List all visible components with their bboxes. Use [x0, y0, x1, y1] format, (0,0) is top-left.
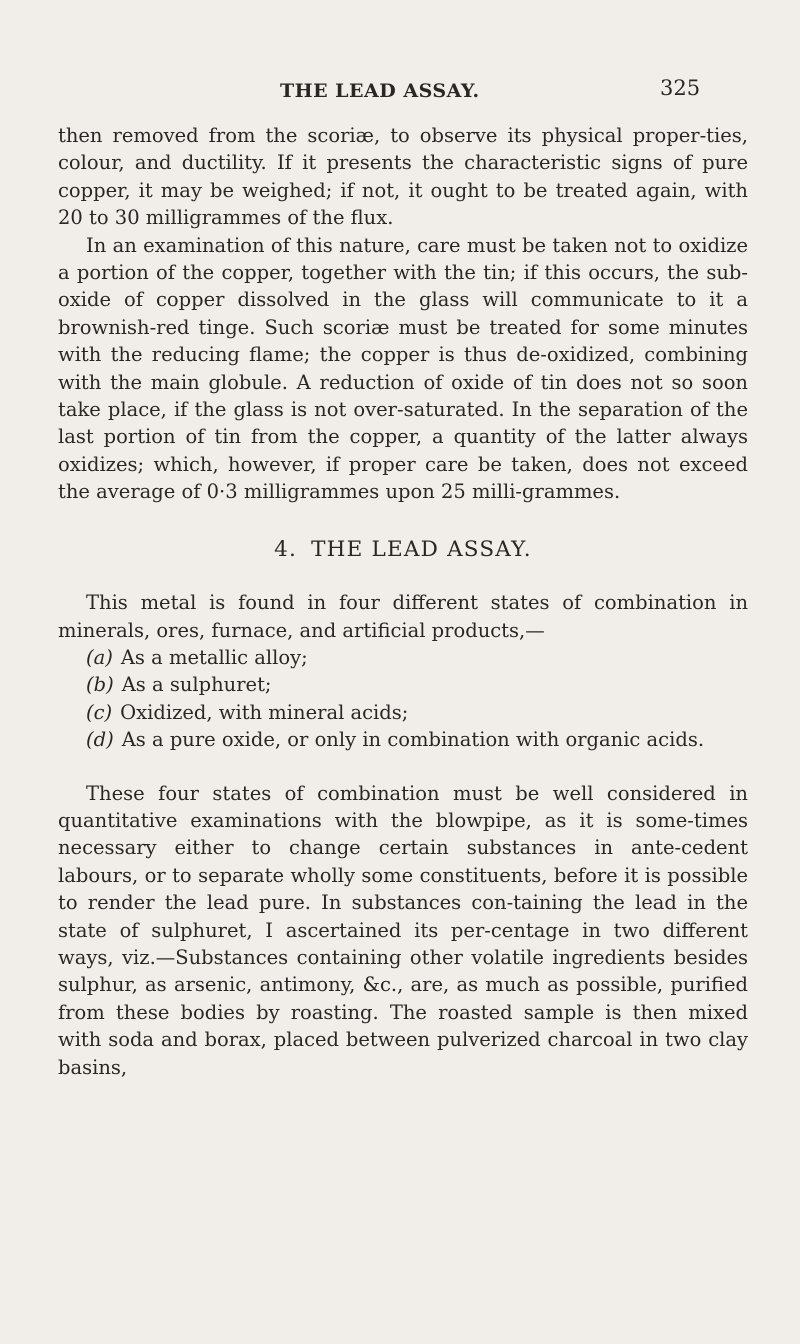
section-heading: [58, 536, 748, 563]
paragraph-continuation: then removed from the scoriæ, to observe its physical proper-ties, colour, and ductility. If it presents the characteristic signs of pure copper, it may be weighed; if not, it ought to be treated again, with 20 to 30 milligrammes of the flux.: [58, 124, 748, 230]
paragraph-spacer: [58, 754, 748, 780]
list-label: (b): [86, 673, 114, 697]
list-item: [58, 671, 748, 698]
list-text: As a metallic alloy;: [120, 645, 308, 669]
section-title: THE LEAD ASSAY.: [311, 536, 532, 562]
list-text: Oxidized, with mineral acids;: [120, 700, 409, 724]
list-text: As a pure oxide, or only in combination with organic acids.: [121, 728, 705, 752]
list-label: (c): [86, 700, 113, 724]
paragraph-oxidation: In an examination of this nature, care must be taken not to oxidize a portion of the copper, together with the tin; if this occurs, the sub-oxide of copper dissolved in the glass will communicate to it a brownish-red tinge. Such scoriæ must be treated for some minutes with the reducing flame; the copper is thus de-oxidized, combining with the main globule. A reduction of oxide of tin does not so soon take place, if the glass is not over-saturated. In the separation of the last portion of tin from the copper, a quantity of the latter always oxidizes; which, however, if proper care be taken, does not exceed the average of 0·3 milligrammes upon 25 milli-grammes.: [58, 233, 748, 504]
list-label: (d): [86, 728, 114, 752]
list-item: [58, 726, 748, 753]
paragraph-states-intro: This metal is found in four different states of combination in minerals, ores, furnace, and artificial products,—: [58, 591, 748, 642]
body-text: [58, 122, 748, 1081]
list-item: [58, 699, 748, 726]
list-item: [58, 644, 748, 671]
section-number: 4.: [274, 536, 298, 562]
list-text: As a sulphuret;: [121, 673, 272, 697]
running-head: THE LEAD ASSAY.: [280, 80, 480, 102]
list-label: (a): [86, 645, 113, 669]
paragraph-quantitative: These four states of combination must be well considered in quantitative examinations with the blowpipe, as it is some-times necessary either to change certain substances in ante-cedent labours, or to separate wholly some constituents, before it is possible to render the lead pure. In substances con-taining the lead in the state of sulphuret, I ascertained its per-centage in two different ways, viz.—Substances containing other volatile ingredients besides sulphur, as arsenic, antimony, &c., are, as much as possible, purified from these bodies by roasting. The roasted sample is then mixed with soda and borax, placed between pulverized charcoal in two clay basins,: [58, 781, 748, 1079]
page-number: 325: [660, 76, 701, 100]
